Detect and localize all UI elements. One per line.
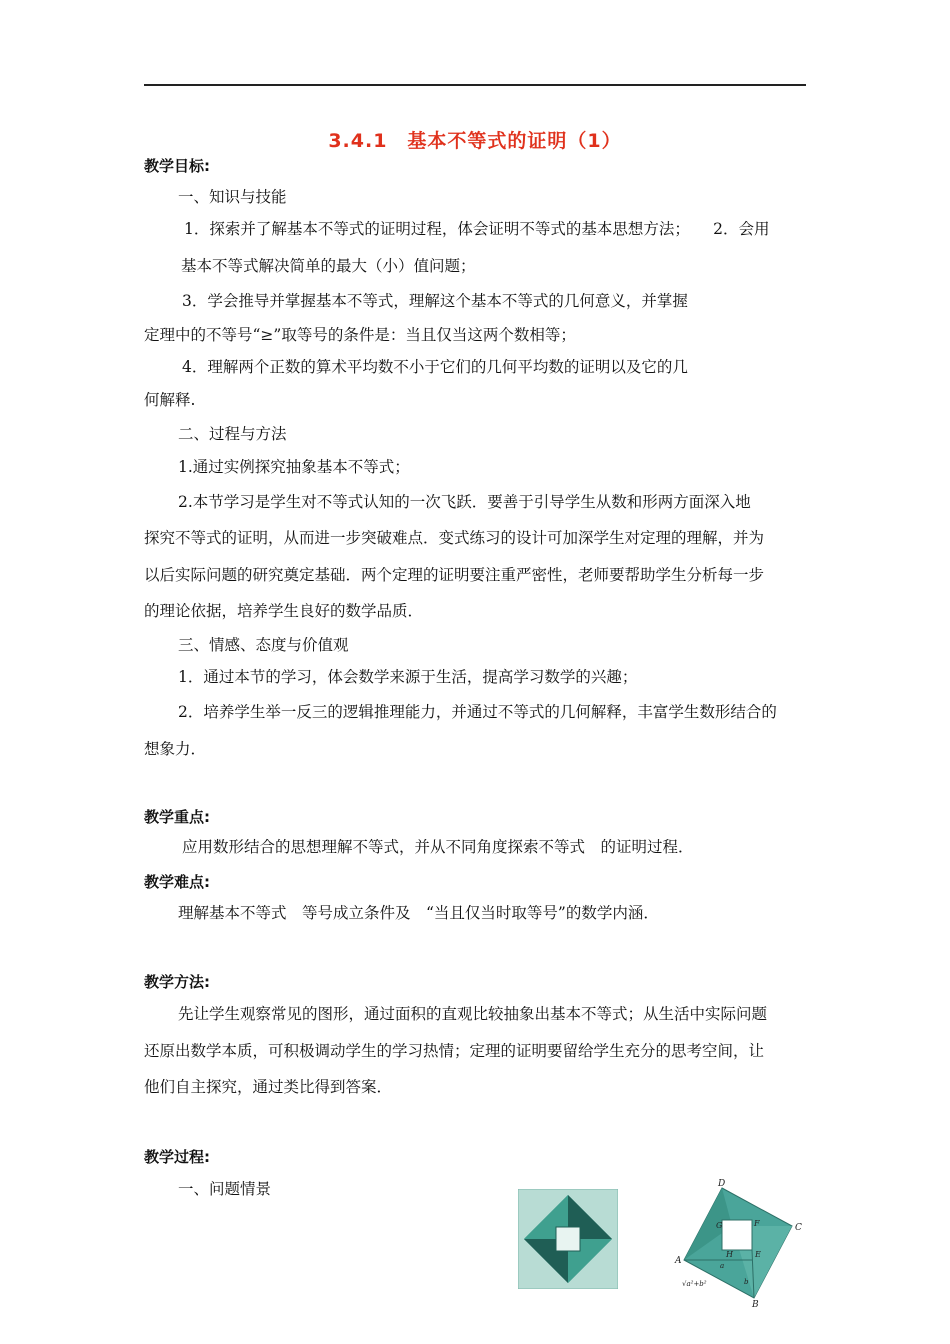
objectives-heading: 教学目标: xyxy=(144,157,210,175)
section2-line: 2.本节学习是学生对不等式认知的一次飞跃．要善于引导学生从数和形两方面深入地 xyxy=(178,493,751,511)
process-heading: 教学过程: xyxy=(144,1148,210,1166)
section3-line: 1．通过本节的学习，体会数学来源于生活，提高学习数学的兴趣； xyxy=(178,668,638,686)
square-pinwheel-figure xyxy=(518,1189,618,1289)
header-rule xyxy=(144,84,806,86)
process-subheading: 一、问题情景 xyxy=(178,1180,272,1198)
methods-line: 他们自主探究，通过类比得到答案． xyxy=(144,1078,393,1096)
label-C: C xyxy=(795,1223,802,1233)
label-hypotenuse: √a²+b² xyxy=(682,1280,707,1288)
section2-line: 1.通过实例探究抽象基本不等式； xyxy=(178,458,410,476)
methods-heading: 教学方法: xyxy=(144,973,210,991)
section1-line: 基本不等式解决简单的最大（小）值问题； xyxy=(181,257,476,275)
label-G: G xyxy=(716,1221,723,1230)
key-points-text: 应用数形结合的思想理解不等式，并从不同角度探索不等式 的证明过程． xyxy=(182,838,694,856)
label-a: a xyxy=(720,1262,725,1270)
section1-heading: 一、知识与技能 xyxy=(178,188,287,206)
key-points-heading: 教学重点: xyxy=(144,808,210,826)
difficulties-heading: 教学难点: xyxy=(144,873,210,891)
section2-heading: 二、过程与方法 xyxy=(178,425,287,443)
label-D: D xyxy=(718,1179,726,1189)
section1-line: 4．理解两个正数的算术平均数不小于它们的几何平均数的证明以及它的几 xyxy=(182,358,688,376)
section1-line: 定理中的不等号“≥”取等号的条件是：当且仅当这两个数相等； xyxy=(144,326,576,344)
section2-line: 的理论依据，培养学生良好的数学品质． xyxy=(144,602,424,620)
label-B: B xyxy=(752,1300,759,1308)
page-title: 3.4.1 基本不等式的证明（1） xyxy=(328,130,622,152)
section2-line: 以后实际问题的研究奠定基础．两个定理的证明要注重严密性，老师要帮助学生分析每一步 xyxy=(144,566,765,584)
section1-line: 3．学会推导并掌握基本不等式，理解这个基本不等式的几何意义，并掌握 xyxy=(182,292,688,310)
label-E: E xyxy=(755,1250,761,1259)
methods-line: 还原出数学本质，可积极调动学生的学习热情；定理的证明要留给学生充分的思考空间，让 xyxy=(144,1042,765,1060)
label-A: A xyxy=(675,1256,682,1266)
difficulties-text: 理解基本不等式 等号成立条件及 “当且仅当时取等号”的数学内涵． xyxy=(178,904,659,922)
label-b: b xyxy=(744,1278,749,1286)
methods-line: 先让学生观察常见的图形，通过面积的直观比较抽象出基本不等式；从生活中实际问题 xyxy=(178,1005,768,1023)
section1-line: 1．探索并了解基本不等式的证明过程，体会证明不等式的基本思想方法； 2．会用 xyxy=(184,220,770,238)
labeled-square-figure xyxy=(672,1176,806,1308)
section3-line: 想象力． xyxy=(144,740,207,758)
label-F: F xyxy=(754,1219,760,1228)
label-H: H xyxy=(726,1250,733,1259)
section2-line: 探究不等式的证明，从而进一步突破难点．变式练习的设计可加深学生对定理的理解，并为 xyxy=(144,529,765,547)
section3-line: 2．培养学生举一反三的逻辑推理能力，并通过不等式的几何解释，丰富学生数形结合的 xyxy=(178,703,777,721)
section1-line: 何解释. xyxy=(144,391,196,409)
section3-heading: 三、情感、态度与价值观 xyxy=(178,636,349,654)
